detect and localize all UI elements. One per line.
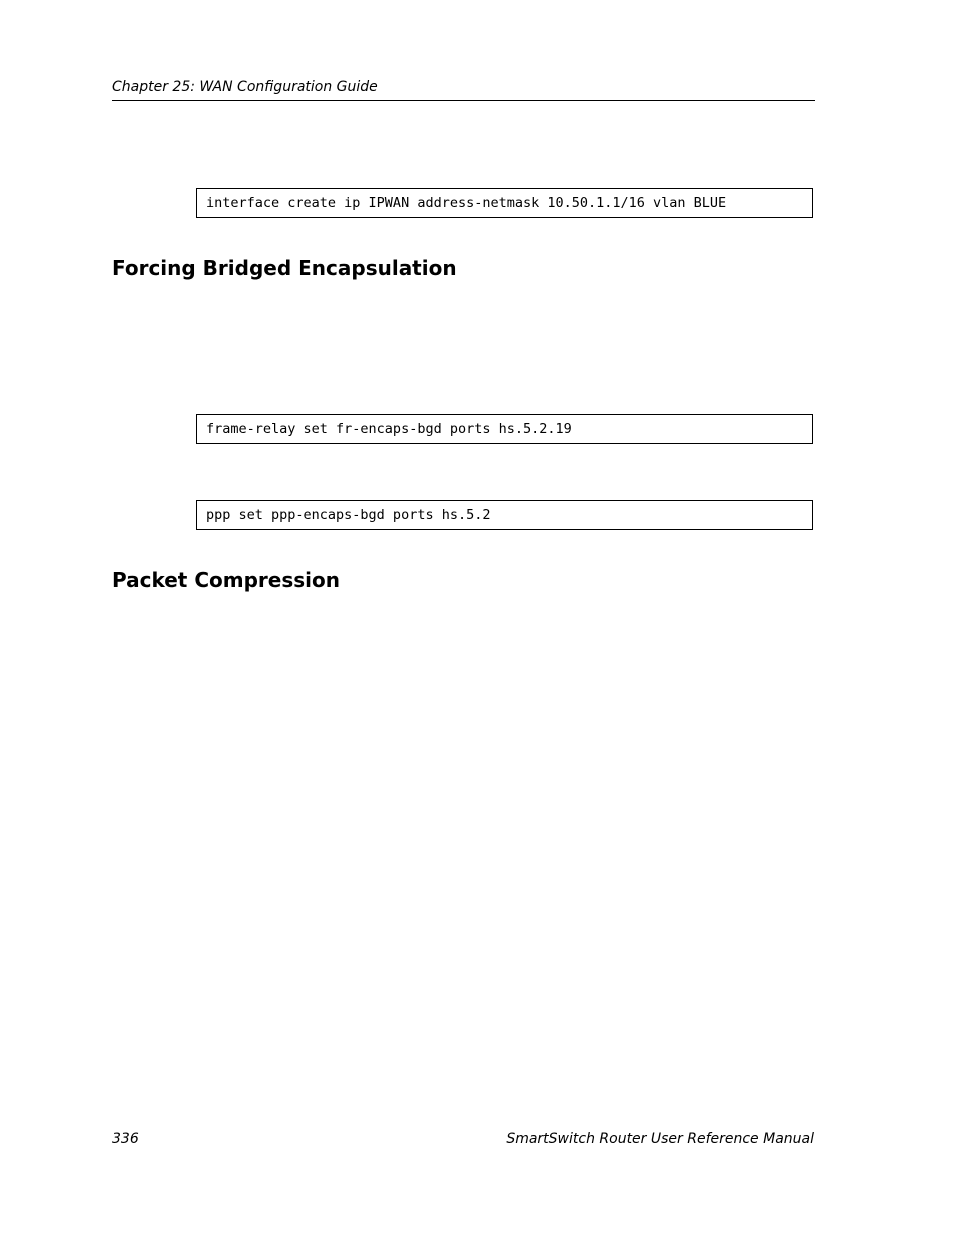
manual-title: SmartSwitch Router User Reference Manual	[506, 1131, 814, 1147]
code-block-interface-create: interface create ip IPWAN address-netmask 10.50.1.1/16 vlan BLUE	[196, 188, 813, 218]
page-number: 336	[112, 1131, 139, 1147]
code-block-frame-relay: frame-relay set fr-encaps-bgd ports hs.5.2.19	[196, 414, 813, 444]
code-block-ppp: ppp set ppp-encaps-bgd ports hs.5.2	[196, 500, 813, 530]
header-rule	[112, 100, 815, 101]
section-heading-packet-compression: Packet Compression	[112, 568, 340, 592]
section-heading-forcing-bridged-encapsulation: Forcing Bridged Encapsulation	[112, 256, 457, 280]
running-header: Chapter 25: WAN Configuration Guide	[112, 79, 378, 95]
